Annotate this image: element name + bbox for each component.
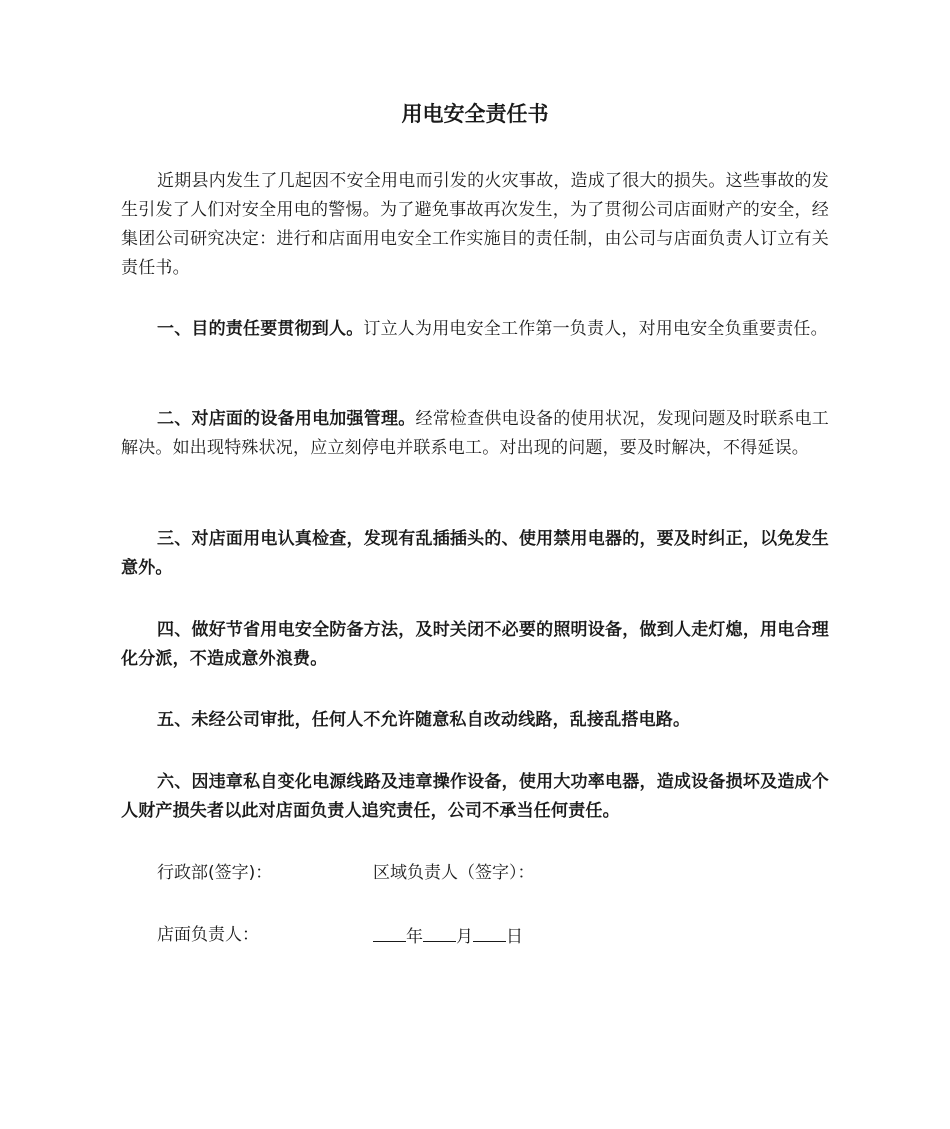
clause-1-text: 订立人为用电安全工作第一负责人，对用电安全负重要责任。 — [363, 319, 828, 339]
clause-3: 三、对店面用电认真检查，发现有乱插插头的、使用禁用电器的，要及时纠正，以免发生意外。 — [121, 529, 829, 578]
intro-paragraph: 近期县内发生了几起因不安全用电而引发的火灾事故，造成了很大的损失。这些事故的发生引发了人们对安全用电的警惕。为了避免事故再次发生，为了贯彻公司店面财产的安全，经集团公司研究决定：进行和店面用电安全工作实施目的责任制，由公司与店面负责人订立有关责任书。 — [121, 171, 829, 278]
clause-1-heading: 一、目的责任要贯彻到人。 — [157, 319, 364, 339]
clause-5: 五、未经公司审批，任何人不允许随意私自改动线路，乱接乱搭电路。 — [157, 710, 691, 730]
region-signature-label: 区域负责人（签字）： — [373, 863, 535, 883]
year-label: 年 — [406, 927, 423, 947]
clause-2-heading: 二、对店面的设备用电加强管理。 — [157, 409, 416, 429]
month-label: 月 — [456, 927, 473, 947]
day-blank[interactable] — [473, 921, 506, 942]
clause-1 — [121, 315, 829, 344]
date-line — [373, 921, 523, 952]
month-blank[interactable] — [423, 921, 456, 942]
year-blank[interactable] — [373, 921, 406, 942]
day-label: 日 — [506, 927, 523, 947]
clause-2-text: 经常检查供电设备的使用状况，发现问题及时联系电工解决。如出现特殊状况，应立刻停电并联系电工。对出现的问题，要及时解决，不得延误。 — [121, 409, 829, 458]
document-title: 用电安全责任书 — [401, 102, 549, 126]
store-signature-label: 店面负责人： — [157, 925, 259, 945]
clause-6: 六、因违章私自变化电源线路及违章操作设备，使用大功率电器，造成设备损坏及造成个人财产损失者以此对店面负责人追究责任，公司不承当任何责任。 — [121, 772, 829, 821]
clause-2 — [121, 405, 829, 463]
clause-4: 四、做好节省用电安全防备方法，及时关闭不必要的照明设备，做到人走灯熄，用电合理化分派，不造成意外浪费。 — [121, 620, 829, 669]
admin-signature-label: 行政部(签字)： — [157, 863, 273, 883]
